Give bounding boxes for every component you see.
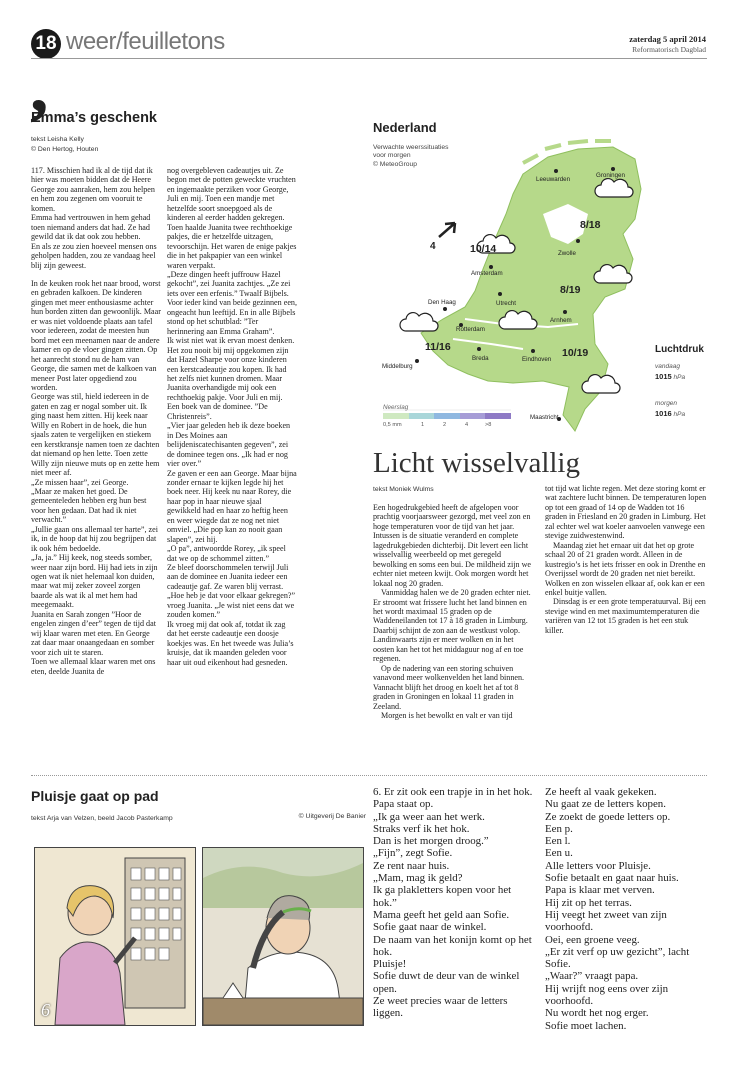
pressure-today (655, 372, 685, 381)
city-label: Leeuwarden (536, 176, 571, 183)
temperature-label: 8/18 (580, 219, 601, 231)
legend-swatch (434, 413, 460, 419)
illustration-father-sweating (202, 847, 364, 1026)
paragraph: Op de nadering van een storing schuiven vanavond meer wolkenvelden het land binnen. Vannacht blijft het droog en koelt het af tot 8 graden in Groningen en lokaal 11 graden in Zeeland. (373, 663, 525, 711)
legend-label: 0,5 mm (383, 422, 402, 428)
paragraph: Dinsdag is er een grote temperatuurval. Bij een stevige wind en met maximumtemperaturen die variëren van 12 tot 15 graden is het een stuk killer. (545, 597, 706, 635)
city-dot-eindhoven (531, 349, 535, 353)
weather-headline: Licht wisselvallig (373, 447, 580, 479)
story-line: Alle letters voor Pluisje. (545, 859, 651, 872)
city-label: Eindhoven (522, 356, 552, 363)
paragraph: Een hogedrukgebied heeft de afgelopen voor prachtig voorjaarsweer gezorgd, met veel zon en hoge temperaturen voor de tijd van het jaar. Intussen is de situatie veranderd en complete lagedrukgebieden dichterbij. Dit levert een licht wisselvallig weerbeeld op met geregeld bewolking en soms een bui. De mildheid zijn we echter niet meteen kwijt. Ook morgen wordt het lokaal nog 20 graden. (373, 503, 532, 588)
story-line: Mama geeft het geld aan Sofie. (373, 908, 510, 921)
page-number: 18 (31, 29, 61, 59)
legend-label: 4 (465, 422, 469, 428)
story-line: Ik ga plakletters kopen voor het hok.” (373, 884, 512, 909)
story-line: Ze zoekt de goede letters op. (545, 810, 671, 823)
section-divider (31, 775, 707, 776)
story-line: Hij zit op het terras. (545, 896, 632, 909)
children-story-column-2 (545, 786, 708, 1032)
story-line: Ze weet precies waar de letters liggen. (373, 995, 508, 1020)
feuilleton-title: Emma’s geschenk (31, 110, 157, 126)
city-dot-middelburg (415, 359, 419, 363)
story-line: „Fijn”, zegt Sofie. (373, 847, 453, 860)
paragraph: Emma had vertrouwen in hem gehad toen niemand anders dat had. Ze had gewild dat ik dat ook zou hebben. (31, 213, 151, 242)
paragraph: „Deze dingen heeft juffrouw Hazel gekocht”, zei Juanita zachtjes. „Ze zei iets over een erfenis.” Twaalf Bijbels. Voor ieder kind van beide gezinnen een, ongeacht hun leeftijd. En in alle Bijbels stond op het schutblad: ”Ter herinnering aan Emma Graham”. (167, 269, 297, 336)
paragraph: Ik vroeg mij dat ook af, totdat ik zag dat het eerste cadeautje een doosje koekjes was. En het tweede was Julia’s kruisje, dat ik maanden geleden voor haar uit oud eikenhout had gesneden. (167, 619, 294, 667)
header-date: zaterdag 5 april 2014 (629, 34, 706, 44)
map-subtitle-line: voor morgen (373, 152, 411, 160)
story-line: Sofie moet lachen. (545, 1019, 627, 1032)
paragraph: „Maar ze maken het goed. De gemeenteleden hebben erg hun best voor hen gedaan. Dat had ik niet verwacht.” (31, 486, 147, 525)
story-line: Ze heeft al vaak gekeken. (545, 786, 657, 798)
pressure-tomorrow-label: morgen (655, 400, 678, 407)
paragraph: Toen we allemaal klaar waren met ons eten, deelde Juanita de (31, 657, 156, 676)
city-label: Arnhem (550, 317, 572, 324)
city-label: Utrecht (496, 300, 516, 307)
story-line: Ze rent naar huis. (373, 859, 450, 872)
illustration-girl-shopping (34, 847, 196, 1026)
pressure-tomorrow (655, 409, 685, 418)
city-dot-groningen (611, 167, 615, 171)
children-copyright: © Uitgeverij De Banier (298, 813, 366, 820)
paragraph: En als ze zou zien hoeveel mensen ons geholpen hadden, zou ze vandaag heel blij zijn geweest. (31, 241, 157, 270)
story-line: Papa staat op. (373, 798, 434, 811)
pressure-today-label: vandaag (655, 363, 680, 370)
story-line: Nu gaat ze de letters kopen. (545, 798, 666, 811)
legend-label: 1 (421, 422, 425, 428)
paragraph: „Hoe heb je dat voor elkaar gekregen?” vroeg Juanita. „Je wist niet eens dat we zouden komen.” (167, 591, 296, 620)
temperature-label: 11/16 (425, 341, 451, 353)
city-dot-leeuwarden (554, 169, 558, 173)
header-rule (31, 58, 707, 59)
section-title: weer/feuilletons (66, 28, 225, 55)
father-drawing (203, 848, 363, 1025)
story-line: Dan is het morgen droog.” (373, 835, 489, 848)
story-line: Nu wordt het nog erger. (545, 1007, 649, 1020)
children-credit: tekst Arja van Velzen, beeld Jacob Pasterkamp (31, 815, 173, 822)
city-label: Zwolle (558, 250, 576, 257)
story-line: Sofie betaalt en gaat naar huis. (545, 872, 679, 885)
story-line: Hij wrijft nog eens over zijn voorhoofd. (545, 982, 669, 1008)
map-subtitle-line: © MeteoGroup (373, 160, 417, 168)
map-subtitle (373, 144, 448, 169)
story-line: Een p. (545, 822, 573, 835)
city-dot-amsterdam (489, 265, 493, 269)
legend-swatch (485, 413, 511, 419)
story-line: Papa is klaar met verven. (545, 884, 655, 897)
paragraph: Juanita en Sarah zongen ”Hoor de engelen zingen d’eer” tegen de tijd dat wij klaar waren met eten. En George zat daar maar onaangedaan en somber voor zich uit te staren. (31, 609, 156, 657)
story-line: Hij veegt het zweet van zijn voorhoofd. (545, 908, 667, 934)
story-line: „Er zit verf op uw gezicht”, lacht Sofie. (545, 945, 690, 971)
paragraph: „Ze missen haar”, zei George. (31, 477, 129, 487)
story-line: „Ik ga weer aan het werk. (373, 810, 485, 823)
city-label: Den Haag (428, 299, 456, 306)
city-label: Breda (472, 355, 489, 362)
wind-arrow-icon (439, 223, 455, 237)
paragraph: George was stil, hield iedereen in de gaten en zag er nogal somber uit. Ik ging naast hem zitten. Hij keek naar Willy en Robert in de hoek, die hun sjaals zaten te vergelijken en stiekem een kerstkransje namen toen ze dachten dat niemand op hen lette. Toen zette Willy zijn nieuwe muts op en zette hem niet meer af. (31, 392, 160, 478)
paragraph: Maandag ziet het ernaar uit dat het op grote schaal 20 of 21 graden wordt. Alleen in de kustregio’s is het iets frisser en ook in Drenthe en Overijssel wordt de 20 graden net niet bereikt. Wolken en zon wisselen elkaar af, ook kan er een enkel buitje vallen. (545, 540, 706, 597)
paragraph: 117. Misschien had ik al de tijd dat ik hier was moeten bidden dat de Heere George zou aanraken, hem zou helpen en hem zou zegenen om vooruit te komen. (31, 166, 155, 213)
city-dot-utrecht (498, 292, 502, 296)
paragraph: Ze gaven er een aan George. Maar bijna zonder ernaar te kijken legde hij het boek neer. Hij keek nu naar Rorey, die haar pop in haar nieuwe sjaal gewikkeld had en haar zo heftig heen en weer wiegde dat ze nog net niet omviel. „Die pop kan zo nooit gaan slapen”, zei hij. (167, 468, 297, 544)
paragraph: Morgen is het bewolkt en valt er van tijd (381, 710, 513, 720)
city-dot-arnhem (563, 310, 567, 314)
city-label: Groningen (596, 172, 625, 179)
story-line: Sofie gaat naar de winkel. (373, 921, 487, 934)
pressure-unit: hPa (673, 374, 686, 381)
legend-swatch (409, 413, 435, 419)
weather-column-2 (545, 484, 708, 635)
paragraph: „Vier jaar geleden heb ik deze boeken in Des Moines aan belijdeniscatechisanten gegeven”, zei de dominee tegen ons. „Ik had er nog vier over.” (167, 421, 291, 469)
paragraph: „Jullie gaan ons allemaal ter harte”, zei ik, in de hoop dat hij zou begrijpen dat ik ook hém bedoelde. (31, 524, 158, 553)
legend-label: 2 (443, 422, 447, 428)
city-dot-breda (477, 347, 481, 351)
story-line: De naam van het konijn komt op het hok. (373, 933, 532, 958)
panel-number: 6 (41, 1000, 50, 1020)
city-label: Maastricht (530, 414, 559, 421)
city-dot-den-haag (443, 307, 447, 311)
precipitation-legend-bar (383, 413, 511, 419)
paragraph: tot tijd wat lichte regen. Met deze storing komt er wat zachtere lucht binnen. De temperaturen lopen op tot een graad of 14 op de Wadden tot 16 graden in Friesland en 20 graden in Limburg. Het zal echter wel wat koeler aanvoelen vanwege een stevige zuidwestenwind. (545, 484, 707, 541)
paragraph: In de keuken rook het naar brood, worst en gebraden kalkoen. De kinderen gingen met meer enthousiasme achter hun borden zitten dan gewoonlijk. Maar er was niet voldoende plaats aan tafel voor iedereen, zodat de meesten hun bord met een meenamen naar de andere kamer en op de vloer gingen zitten. Op het aanrecht stond nu de ham van George, die samen met de kalkoen van meneer Post later opgediend zou worden. (31, 278, 161, 392)
paragraph: Vanmiddag halen we de 20 graden echter niet. Er stroomt wat frissere lucht het land binnen en het wordt maximaal 15 graden op de Waddeneilanden tot 17 à 18 graden in Limburg. Daarbij schijnt de zon aan de westkust volop. Landinwaarts zijn er meer wolken en in het oosten kan het tot het middaguur nog af en toe regenen. (373, 588, 531, 664)
paragraph: nog overgebleven cadeautjes uit. Ze begon met de potten geweckte vruchten en ingemaakte perziken voor George, Juli en mij. Toen een mandje met hetzelfde soort snoepgoed als de kinderen al eerder hadden gekregen. Toen haalde Juanita twee rechthoekige pakjes, die er hetzelfde uitzagen, tevoorschijn. Het waren de enige pakjes die in het pakpapier van een winkel waren verpakt. (167, 166, 297, 270)
cloud-icon (400, 313, 438, 331)
legend-swatch (460, 413, 486, 419)
feuilleton-credit-author: tekst Leisha Kelly (31, 136, 84, 143)
header-paper: Reformatorisch Dagblad (632, 45, 706, 54)
story-line: Sofie duwt de deur van de winkel open. (373, 970, 520, 995)
city-label: Middelburg (382, 363, 413, 370)
story-line: 6. Er zit ook een trapje in in het hok. (373, 786, 533, 798)
pressure-unit: hPa (673, 411, 686, 418)
temperature-label: 10/19 (562, 347, 589, 359)
wind-speed: 4 (430, 241, 436, 252)
story-line: „Mam, mag ik geld? (373, 872, 463, 885)
city-label: Amsterdam (471, 270, 503, 277)
weather-credit: tekst Moniek Wulms (373, 486, 434, 493)
map-title: Nederland (373, 120, 437, 135)
paragraph: Ze bleef doorschommelen terwijl Juli aan de dominee en Juanita iedeer een cadeautje gaf. Ze waren blij verrast. (167, 563, 289, 591)
story-line: Een l. (545, 835, 571, 848)
story-line: Pluisje! (373, 958, 407, 971)
temperature-label: 8/19 (560, 284, 581, 296)
legend-swatch (383, 413, 409, 419)
children-story-column-1 (373, 786, 536, 1020)
feuilleton-column-1 (31, 166, 161, 676)
city-dot-zwolle (576, 239, 580, 243)
weather-column-1 (373, 503, 534, 720)
story-line: Straks verf ik het hok. (373, 822, 470, 835)
girl-shopping-drawing (35, 848, 195, 1025)
story-line: Een u. (545, 847, 573, 860)
paragraph: Ik wist niet wat ik ervan moest denken. Het zou nooit bij mij opgekomen zijn dat Hazel Sharpe voor onze kinderen een kerstcadeautje zou kopen. Ik had het zelfs niet kunnen dromen. Maar Juanita overhandigde mij ook een rechthoekig pakje. Voor Juli en mij. Een boek van de dominee. ”De Christenreis”. (167, 336, 295, 421)
legend-label: >8 (485, 422, 492, 428)
pressure-tomorrow-value: 1016 (655, 409, 672, 418)
pressure-title: Luchtdruk (655, 344, 704, 355)
legend-title: Neerslag (383, 404, 409, 411)
temperature-label: 10/14 (470, 243, 497, 255)
children-story-title: Pluisje gaat op pad (31, 788, 159, 804)
paragraph: „Ja, ja.” Hij keek, nog steeds somber, weer naar zijn bord. Hij had iets in zijn ogen wat ik niet helemaal kon duiden, maar wat mij zeker zoveel zorgen baarde als wat ik al met hem had meegemaakt. (31, 553, 158, 610)
feuilleton-column-2 (167, 166, 297, 667)
city-label: Rotterdam (456, 326, 485, 333)
pressure-today-value: 1015 (655, 372, 672, 381)
paragraph: „O pa”, antwoordde Rorey, „ik speel dat we op de schommel zitten.” (167, 544, 286, 563)
comma-logo-icon: , (30, 46, 49, 128)
map-subtitle-line: Verwachte weerssituaties (373, 144, 449, 151)
feuilleton-credit-publisher: © Den Hertog, Houten (31, 146, 99, 153)
story-line: Oei, een groene veeg. (545, 933, 640, 946)
story-line: „Waar?” vraagt papa. (545, 970, 639, 983)
paragraph (31, 270, 161, 279)
